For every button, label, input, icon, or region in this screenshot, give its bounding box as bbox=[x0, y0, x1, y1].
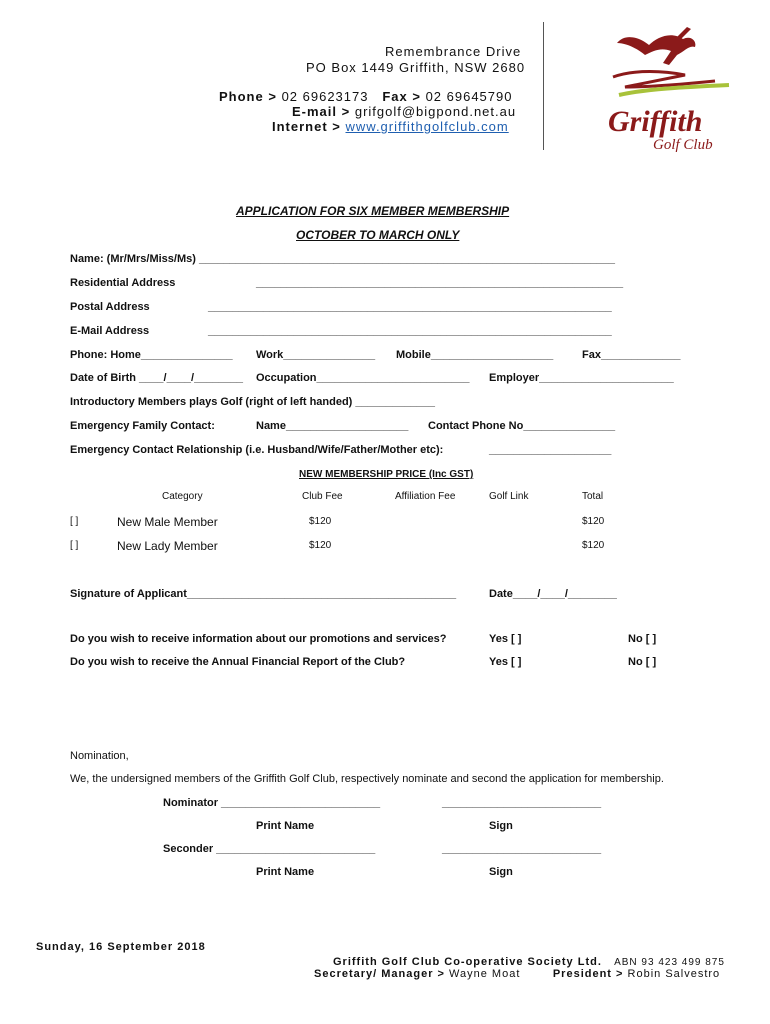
emergency-name-field[interactable]: Name____________________ bbox=[256, 420, 409, 432]
fax-number: 02 69645790 bbox=[425, 89, 513, 104]
seconder-sign-field[interactable]: __________________________ bbox=[442, 843, 602, 855]
email-line bbox=[292, 104, 516, 119]
internet-label: Internet > bbox=[272, 119, 341, 134]
residential-address-label: Residential Address bbox=[70, 277, 176, 289]
email-value: grifgolf@bigpond.net.au bbox=[354, 104, 517, 119]
header-divider bbox=[543, 22, 544, 150]
annual-report-yes-checkbox[interactable]: Yes [ ] bbox=[489, 656, 522, 668]
fax-label: Fax > bbox=[382, 89, 421, 104]
handedness-field[interactable]: Introductory Members plays Golf (right of left handed) _____________ bbox=[70, 396, 435, 408]
relationship-field[interactable]: ____________________ bbox=[489, 444, 612, 456]
male-member-category: New Male Member bbox=[117, 515, 218, 529]
residential-address-field[interactable]: ____________________________________________________________ bbox=[256, 277, 624, 289]
column-category: Category bbox=[162, 491, 203, 502]
promotions-yes-checkbox[interactable]: Yes [ ] bbox=[489, 633, 522, 645]
employer-field[interactable]: Employer______________________ bbox=[489, 372, 674, 384]
seconder-print-name-label: Print Name bbox=[256, 866, 315, 878]
lady-member-total: $120 bbox=[582, 540, 605, 551]
occupation-field[interactable]: Occupation_________________________ bbox=[256, 372, 470, 384]
nominator-sign-field[interactable]: __________________________ bbox=[442, 797, 602, 809]
nominator-sign-label: Sign bbox=[489, 820, 513, 832]
logo-sub: Golf Club bbox=[653, 137, 713, 153]
seconder-field[interactable]: Seconder __________________________ bbox=[163, 843, 376, 855]
promotions-question: Do you wish to receive information about our promotions and services? bbox=[70, 633, 447, 645]
phone-number: 02 69623173 bbox=[281, 89, 369, 104]
nomination-heading: Nomination, bbox=[70, 750, 129, 762]
internet-line bbox=[272, 119, 509, 134]
annual-report-question: Do you wish to receive the Annual Financial Report of the Club? bbox=[70, 656, 406, 668]
male-member-checkbox[interactable]: [ ] bbox=[70, 516, 79, 527]
column-golf-link: Golf Link bbox=[489, 491, 529, 502]
column-total: Total bbox=[582, 491, 604, 502]
postal-address-label: Postal Address bbox=[70, 301, 150, 313]
email-address-field[interactable]: __________________________________________________________________ bbox=[208, 325, 612, 337]
seconder-sign-label: Sign bbox=[489, 866, 513, 878]
footer-date: Sunday, 16 September 2018 bbox=[36, 941, 206, 953]
abn-number: ABN 93 423 499 875 bbox=[614, 957, 725, 968]
president-label: President > bbox=[552, 968, 624, 980]
email-label: E-mail > bbox=[292, 104, 351, 119]
promotions-no-checkbox[interactable]: No [ ] bbox=[628, 633, 657, 645]
relationship-label: Emergency Contact Relationship (i.e. Husband/Wife/Father/Mother etc): bbox=[70, 444, 444, 456]
footer-society-line bbox=[333, 956, 725, 968]
website-link[interactable]: www.griffithgolfclub.com bbox=[345, 119, 509, 134]
contact-phone-field[interactable]: Contact Phone No_______________ bbox=[428, 420, 616, 432]
applicant-signature-field[interactable]: Signature of Applicant____________________________________________ bbox=[70, 588, 457, 600]
kangaroo-golfer-icon bbox=[605, 25, 735, 105]
home-phone-field[interactable]: Phone: Home_______________ bbox=[70, 349, 233, 361]
form-title: APPLICATION FOR SIX MEMBER MEMBERSHIP bbox=[236, 204, 510, 218]
column-club-fee: Club Fee bbox=[302, 491, 343, 502]
column-affiliation-fee: Affiliation Fee bbox=[395, 491, 456, 502]
annual-report-no-checkbox[interactable]: No [ ] bbox=[628, 656, 657, 668]
nomination-statement: We, the undersigned members of the Griffith Golf Club, respectively nominate and second the application for membership. bbox=[70, 773, 664, 785]
society-name: Griffith Golf Club Co-operative Society Ltd. bbox=[333, 956, 602, 968]
address-line-2: PO Box 1449 Griffith, NSW 2680 bbox=[306, 60, 526, 75]
griffith-golf-logo bbox=[605, 25, 735, 155]
male-member-total: $120 bbox=[582, 516, 605, 527]
president-name: Robin Salvestro bbox=[627, 968, 721, 980]
lady-member-checkbox[interactable]: [ ] bbox=[70, 540, 79, 551]
logo-name: Griffith bbox=[608, 105, 703, 138]
name-field[interactable]: Name: (Mr/Mrs/Miss/Ms) ____________________________________________________________________ bbox=[70, 253, 615, 265]
phone-label: Phone > bbox=[219, 89, 277, 104]
form-subtitle: OCTOBER TO MARCH ONLY bbox=[296, 228, 460, 242]
lady-member-club-fee: $120 bbox=[309, 540, 332, 551]
address-line-1: Remembrance Drive bbox=[385, 44, 522, 59]
mobile-field[interactable]: Mobile____________________ bbox=[396, 349, 554, 361]
nominator-field[interactable]: Nominator __________________________ bbox=[163, 797, 381, 809]
footer-officers-line bbox=[314, 968, 720, 980]
signature-date-field[interactable]: Date____/____/________ bbox=[489, 588, 617, 600]
secretary-name: Wayne Moat bbox=[449, 968, 521, 980]
fax-field[interactable]: Fax_____________ bbox=[582, 349, 681, 361]
lady-member-category: New Lady Member bbox=[117, 539, 218, 553]
date-of-birth-field[interactable]: Date of Birth ____/____/________ bbox=[70, 372, 244, 384]
emergency-contact-label: Emergency Family Contact: bbox=[70, 420, 215, 432]
nominator-print-name-label: Print Name bbox=[256, 820, 315, 832]
email-address-label: E-Mail Address bbox=[70, 325, 150, 337]
secretary-label: Secretary/ Manager > bbox=[314, 968, 445, 980]
phone-fax-line bbox=[219, 89, 512, 104]
male-member-club-fee: $120 bbox=[309, 516, 332, 527]
postal-address-field[interactable]: __________________________________________________________________ bbox=[208, 301, 612, 313]
work-phone-field[interactable]: Work_______________ bbox=[256, 349, 376, 361]
price-table-heading: NEW MEMBERSHIP PRICE (Inc GST) bbox=[299, 469, 474, 480]
